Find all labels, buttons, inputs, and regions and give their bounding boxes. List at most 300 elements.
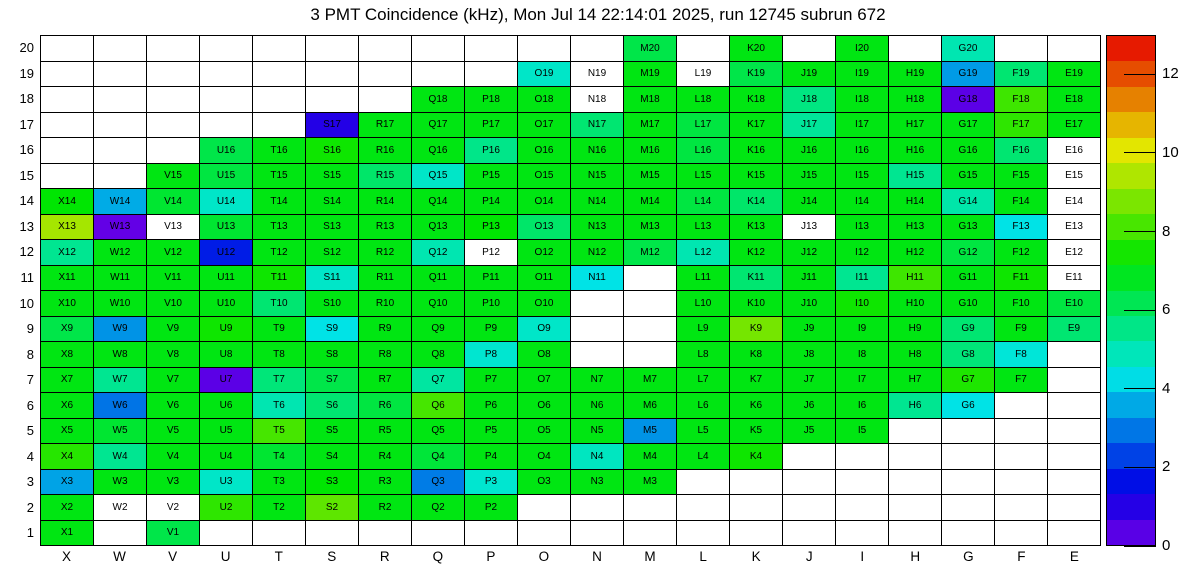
cell-M12: M12 <box>624 240 676 265</box>
cell-F8: F8 <box>995 342 1047 367</box>
cell-Q10: Q10 <box>412 291 464 316</box>
cell-Q16: Q16 <box>412 138 464 163</box>
cell-empty <box>624 342 676 367</box>
cell-R10: R10 <box>359 291 411 316</box>
cell-I6: I6 <box>836 393 888 418</box>
colorbar-band <box>1107 265 1155 290</box>
cell-F10: F10 <box>995 291 1047 316</box>
colorbar-tick <box>1124 231 1156 232</box>
cell-M7: M7 <box>624 368 676 393</box>
cell-P17: P17 <box>465 113 517 138</box>
cell-N13: N13 <box>571 215 623 240</box>
colorbar-tick <box>1124 388 1156 389</box>
cell-K6: K6 <box>730 393 782 418</box>
cell-P16: P16 <box>465 138 517 163</box>
cell-K7: K7 <box>730 368 782 393</box>
cell-R8: R8 <box>359 342 411 367</box>
cell-V9: V9 <box>147 317 199 342</box>
cell-V6: V6 <box>147 393 199 418</box>
colorbar-tick-label: 10 <box>1162 143 1179 161</box>
colorbar-band <box>1107 112 1155 137</box>
cell-S11: S11 <box>306 266 358 291</box>
col-label-T: T <box>274 549 283 564</box>
cell-J19: J19 <box>783 62 835 87</box>
cell-H8: H8 <box>889 342 941 367</box>
cell-P4: P4 <box>465 444 517 469</box>
cell-empty <box>94 36 146 61</box>
cell-X10: X10 <box>41 291 93 316</box>
cell-O14: O14 <box>518 189 570 214</box>
cell-J5: J5 <box>783 419 835 444</box>
cell-R3: R3 <box>359 470 411 495</box>
cell-empty <box>200 113 252 138</box>
cell-empty <box>200 521 252 546</box>
cell-N16: N16 <box>571 138 623 163</box>
cell-J11: J11 <box>783 266 835 291</box>
cell-empty <box>571 317 623 342</box>
cell-G8: G8 <box>942 342 994 367</box>
cell-empty <box>1048 368 1100 393</box>
cell-N15: N15 <box>571 164 623 189</box>
cell-empty <box>306 62 358 87</box>
cell-empty <box>253 62 305 87</box>
cell-empty <box>41 36 93 61</box>
cell-E18: E18 <box>1048 87 1100 112</box>
cell-Q8: Q8 <box>412 342 464 367</box>
cell-R17: R17 <box>359 113 411 138</box>
cell-K8: K8 <box>730 342 782 367</box>
cell-I18: I18 <box>836 87 888 112</box>
cell-S8: S8 <box>306 342 358 367</box>
cell-empty <box>1048 342 1100 367</box>
col-label-F: F <box>1017 549 1026 564</box>
cell-G20: G20 <box>942 36 994 61</box>
cell-empty <box>94 521 146 546</box>
cell-empty <box>730 470 782 495</box>
cell-W8: W8 <box>94 342 146 367</box>
row-label-12: 12 <box>19 244 34 260</box>
cell-L18: L18 <box>677 87 729 112</box>
cell-empty <box>942 444 994 469</box>
cell-empty <box>306 36 358 61</box>
col-label-N: N <box>592 549 602 564</box>
cell-empty <box>41 164 93 189</box>
cell-E14: E14 <box>1048 189 1100 214</box>
cell-L4: L4 <box>677 444 729 469</box>
cell-R11: R11 <box>359 266 411 291</box>
colorbar-band <box>1107 189 1155 214</box>
cell-E10: E10 <box>1048 291 1100 316</box>
cell-empty <box>624 521 676 546</box>
cell-R16: R16 <box>359 138 411 163</box>
cell-empty <box>41 138 93 163</box>
cell-M4: M4 <box>624 444 676 469</box>
cell-G6: G6 <box>942 393 994 418</box>
cell-S14: S14 <box>306 189 358 214</box>
cell-empty <box>624 495 676 520</box>
cell-P9: P9 <box>465 317 517 342</box>
cell-F16: F16 <box>995 138 1047 163</box>
cell-G19: G19 <box>942 62 994 87</box>
cell-empty <box>730 495 782 520</box>
cell-F13: F13 <box>995 215 1047 240</box>
cell-Q14: Q14 <box>412 189 464 214</box>
cell-J7: J7 <box>783 368 835 393</box>
cell-empty <box>571 495 623 520</box>
cell-empty <box>836 521 888 546</box>
cell-N7: N7 <box>571 368 623 393</box>
cell-H9: H9 <box>889 317 941 342</box>
row-label-15: 15 <box>19 167 34 183</box>
cell-T3: T3 <box>253 470 305 495</box>
colorbar-tick-label: 12 <box>1162 65 1179 83</box>
cell-empty <box>147 62 199 87</box>
cell-U14: U14 <box>200 189 252 214</box>
cell-empty <box>41 113 93 138</box>
cell-empty <box>147 138 199 163</box>
cell-O6: O6 <box>518 393 570 418</box>
row-label-20: 20 <box>19 40 34 55</box>
cell-empty <box>783 470 835 495</box>
cell-L15: L15 <box>677 164 729 189</box>
cell-empty <box>94 62 146 87</box>
cell-P18: P18 <box>465 87 517 112</box>
cell-I14: I14 <box>836 189 888 214</box>
cell-V14: V14 <box>147 189 199 214</box>
cell-S16: S16 <box>306 138 358 163</box>
cell-M17: M17 <box>624 113 676 138</box>
cell-empty <box>94 164 146 189</box>
cell-M15: M15 <box>624 164 676 189</box>
cell-J10: J10 <box>783 291 835 316</box>
cell-G18: G18 <box>942 87 994 112</box>
cell-E16: E16 <box>1048 138 1100 163</box>
cell-O18: O18 <box>518 87 570 112</box>
cell-empty <box>889 521 941 546</box>
cell-S3: S3 <box>306 470 358 495</box>
cell-G15: G15 <box>942 164 994 189</box>
cell-W14: W14 <box>94 189 146 214</box>
colorbar-tick-label: 0 <box>1162 537 1171 554</box>
cell-R7: R7 <box>359 368 411 393</box>
cell-N6: N6 <box>571 393 623 418</box>
cell-O7: O7 <box>518 368 570 393</box>
row-label-19: 19 <box>19 65 34 81</box>
cell-I19: I19 <box>836 62 888 87</box>
cell-empty <box>783 444 835 469</box>
colorbar-tick <box>1124 74 1156 75</box>
cell-empty <box>624 291 676 316</box>
row-label-2: 2 <box>26 499 34 515</box>
cell-P3: P3 <box>465 470 517 495</box>
cell-W10: W10 <box>94 291 146 316</box>
cell-empty <box>1048 393 1100 418</box>
cell-I8: I8 <box>836 342 888 367</box>
cell-Q11: Q11 <box>412 266 464 291</box>
cell-T5: T5 <box>253 419 305 444</box>
cell-empty <box>571 36 623 61</box>
cell-K19: K19 <box>730 62 782 87</box>
cell-U2: U2 <box>200 495 252 520</box>
cell-V11: V11 <box>147 266 199 291</box>
cell-I5: I5 <box>836 419 888 444</box>
cell-H16: H16 <box>889 138 941 163</box>
cell-W13: W13 <box>94 215 146 240</box>
cell-empty <box>518 521 570 546</box>
cell-empty <box>995 393 1047 418</box>
cell-L12: L12 <box>677 240 729 265</box>
cell-V15: V15 <box>147 164 199 189</box>
cell-T9: T9 <box>253 317 305 342</box>
colorbar-band <box>1107 469 1155 494</box>
cell-empty <box>942 419 994 444</box>
cell-S17: S17 <box>306 113 358 138</box>
cell-M20: M20 <box>624 36 676 61</box>
cell-R13: R13 <box>359 215 411 240</box>
cell-M6: M6 <box>624 393 676 418</box>
cell-Q4: Q4 <box>412 444 464 469</box>
cell-I7: I7 <box>836 368 888 393</box>
cell-U8: U8 <box>200 342 252 367</box>
col-label-E: E <box>1069 549 1079 564</box>
cell-empty <box>836 444 888 469</box>
cell-empty <box>94 138 146 163</box>
cell-X6: X6 <box>41 393 93 418</box>
cell-N18: N18 <box>571 87 623 112</box>
cell-J9: J9 <box>783 317 835 342</box>
cell-I11: I11 <box>836 266 888 291</box>
colorbar-band <box>1107 138 1155 163</box>
cell-empty <box>253 87 305 112</box>
row-label-3: 3 <box>26 474 34 490</box>
colorbar-band <box>1107 520 1155 545</box>
cell-H6: H6 <box>889 393 941 418</box>
cell-S2: S2 <box>306 495 358 520</box>
row-label-10: 10 <box>19 295 34 311</box>
heatmap-grid <box>40 35 1101 546</box>
cell-empty <box>147 113 199 138</box>
cell-L19: L19 <box>677 62 729 87</box>
cell-U9: U9 <box>200 317 252 342</box>
cell-F17: F17 <box>995 113 1047 138</box>
cell-M14: M14 <box>624 189 676 214</box>
cell-Q13: Q13 <box>412 215 464 240</box>
cell-K11: K11 <box>730 266 782 291</box>
cell-empty <box>94 113 146 138</box>
cell-H7: H7 <box>889 368 941 393</box>
cell-empty <box>995 444 1047 469</box>
cell-T15: T15 <box>253 164 305 189</box>
cell-empty <box>571 291 623 316</box>
cell-empty <box>200 36 252 61</box>
row-label-17: 17 <box>19 116 34 132</box>
cell-empty <box>518 36 570 61</box>
cell-Q6: Q6 <box>412 393 464 418</box>
cell-S13: S13 <box>306 215 358 240</box>
cell-empty <box>942 495 994 520</box>
cell-I10: I10 <box>836 291 888 316</box>
cell-H18: H18 <box>889 87 941 112</box>
cell-I16: I16 <box>836 138 888 163</box>
cell-Q17: Q17 <box>412 113 464 138</box>
row-label-7: 7 <box>26 372 34 388</box>
cell-empty <box>836 495 888 520</box>
cell-O19: O19 <box>518 62 570 87</box>
cell-T2: T2 <box>253 495 305 520</box>
colorbar-band <box>1107 316 1155 341</box>
cell-S7: S7 <box>306 368 358 393</box>
cell-R12: R12 <box>359 240 411 265</box>
cell-empty <box>995 521 1047 546</box>
cell-T12: T12 <box>253 240 305 265</box>
cell-empty <box>200 87 252 112</box>
cell-O10: O10 <box>518 291 570 316</box>
colorbar-band <box>1107 418 1155 443</box>
cell-U5: U5 <box>200 419 252 444</box>
cell-U6: U6 <box>200 393 252 418</box>
col-label-H: H <box>910 549 921 564</box>
cell-P6: P6 <box>465 393 517 418</box>
cell-P2: P2 <box>465 495 517 520</box>
cell-empty <box>412 521 464 546</box>
cell-T13: T13 <box>253 215 305 240</box>
cell-O3: O3 <box>518 470 570 495</box>
colorbar-tick-label: 4 <box>1162 379 1171 397</box>
col-label-U: U <box>220 549 231 564</box>
cell-empty <box>1048 470 1100 495</box>
cell-K10: K10 <box>730 291 782 316</box>
cell-Q15: Q15 <box>412 164 464 189</box>
cell-G17: G17 <box>942 113 994 138</box>
cell-P10: P10 <box>465 291 517 316</box>
colorbar-band <box>1107 341 1155 366</box>
cell-V8: V8 <box>147 342 199 367</box>
cell-N14: N14 <box>571 189 623 214</box>
cell-N4: N4 <box>571 444 623 469</box>
cell-empty <box>253 521 305 546</box>
cell-U4: U4 <box>200 444 252 469</box>
cell-empty <box>889 444 941 469</box>
cell-R6: R6 <box>359 393 411 418</box>
cell-Q5: Q5 <box>412 419 464 444</box>
cell-empty <box>995 36 1047 61</box>
colorbar-tick <box>1124 310 1156 311</box>
cell-L11: L11 <box>677 266 729 291</box>
cell-Q2: Q2 <box>412 495 464 520</box>
cell-empty <box>677 495 729 520</box>
cell-Q9: Q9 <box>412 317 464 342</box>
cell-L9: L9 <box>677 317 729 342</box>
cell-U10: U10 <box>200 291 252 316</box>
colorbar-tick <box>1124 152 1156 153</box>
cell-empty <box>1048 444 1100 469</box>
cell-X9: X9 <box>41 317 93 342</box>
colorbar-band <box>1107 291 1155 316</box>
cell-G16: G16 <box>942 138 994 163</box>
cell-S5: S5 <box>306 419 358 444</box>
colorbar-tick-label: 8 <box>1162 222 1171 240</box>
col-label-M: M <box>644 549 656 564</box>
cell-empty <box>677 470 729 495</box>
cell-H19: H19 <box>889 62 941 87</box>
cell-P5: P5 <box>465 419 517 444</box>
cell-Q18: Q18 <box>412 87 464 112</box>
cell-V1: V1 <box>147 521 199 546</box>
cell-empty <box>624 317 676 342</box>
cell-L14: L14 <box>677 189 729 214</box>
cell-empty <box>889 419 941 444</box>
cell-H10: H10 <box>889 291 941 316</box>
cell-S9: S9 <box>306 317 358 342</box>
cell-empty <box>253 36 305 61</box>
cell-V12: V12 <box>147 240 199 265</box>
cell-empty <box>571 342 623 367</box>
cell-R5: R5 <box>359 419 411 444</box>
colorbar-band <box>1107 87 1155 112</box>
cell-X4: X4 <box>41 444 93 469</box>
cell-O5: O5 <box>518 419 570 444</box>
cell-M19: M19 <box>624 62 676 87</box>
cell-M13: M13 <box>624 215 676 240</box>
cell-empty <box>730 521 782 546</box>
cell-empty <box>942 521 994 546</box>
cell-T14: T14 <box>253 189 305 214</box>
cell-empty <box>465 36 517 61</box>
cell-empty <box>412 62 464 87</box>
cell-T7: T7 <box>253 368 305 393</box>
cell-O13: O13 <box>518 215 570 240</box>
cell-X12: X12 <box>41 240 93 265</box>
cell-U13: U13 <box>200 215 252 240</box>
cell-W5: W5 <box>94 419 146 444</box>
cell-empty <box>571 521 623 546</box>
cell-J14: J14 <box>783 189 835 214</box>
cell-J18: J18 <box>783 87 835 112</box>
cell-J8: J8 <box>783 342 835 367</box>
cell-O16: O16 <box>518 138 570 163</box>
col-label-P: P <box>486 549 496 564</box>
cell-P13: P13 <box>465 215 517 240</box>
cell-T8: T8 <box>253 342 305 367</box>
cell-Q3: Q3 <box>412 470 464 495</box>
cell-S10: S10 <box>306 291 358 316</box>
cell-F7: F7 <box>995 368 1047 393</box>
cell-K15: K15 <box>730 164 782 189</box>
cell-I12: I12 <box>836 240 888 265</box>
cell-X8: X8 <box>41 342 93 367</box>
cell-H13: H13 <box>889 215 941 240</box>
colorbar-band <box>1107 392 1155 417</box>
row-label-13: 13 <box>19 218 34 234</box>
cell-W9: W9 <box>94 317 146 342</box>
colorbar-tick <box>1124 546 1156 547</box>
cell-empty <box>783 521 835 546</box>
cell-R15: R15 <box>359 164 411 189</box>
cell-M3: M3 <box>624 470 676 495</box>
cell-empty <box>1048 495 1100 520</box>
cell-S4: S4 <box>306 444 358 469</box>
cell-J15: J15 <box>783 164 835 189</box>
colorbar-tick-label: 6 <box>1162 301 1171 319</box>
col-label-S: S <box>327 549 337 564</box>
cell-empty <box>995 419 1047 444</box>
cell-O11: O11 <box>518 266 570 291</box>
cell-K18: K18 <box>730 87 782 112</box>
cell-L17: L17 <box>677 113 729 138</box>
cell-empty <box>1048 36 1100 61</box>
cell-X7: X7 <box>41 368 93 393</box>
cell-P14: P14 <box>465 189 517 214</box>
